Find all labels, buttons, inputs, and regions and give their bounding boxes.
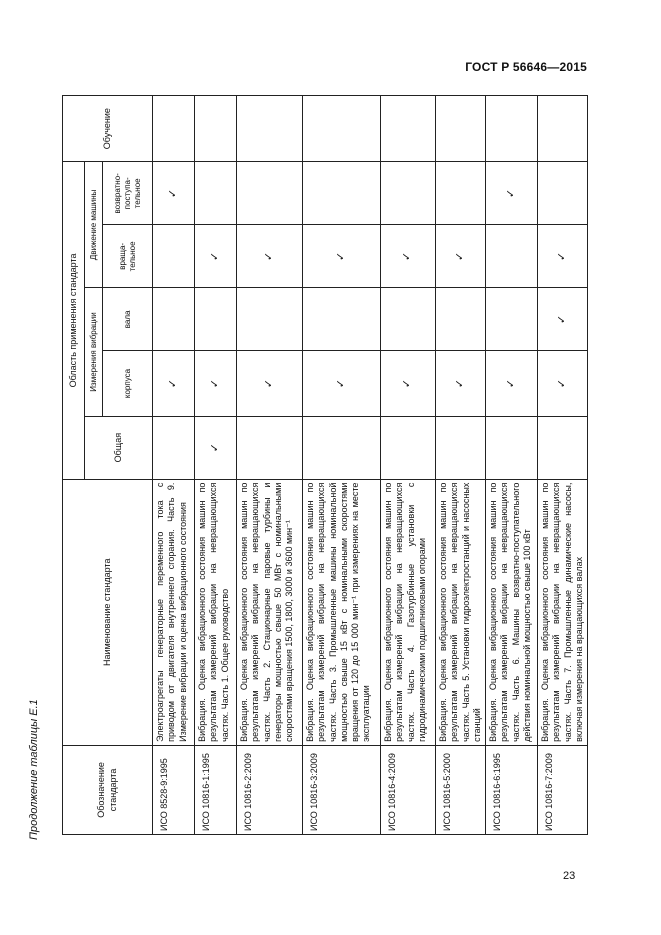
header-training: Обучение <box>63 96 153 162</box>
row-rotating: ✓ <box>237 225 303 288</box>
row-general <box>538 416 588 479</box>
row-training <box>436 96 486 162</box>
row-shaft <box>486 288 538 351</box>
header-motion: Движение машины <box>85 162 103 288</box>
row-shaft <box>153 288 195 351</box>
row-general <box>436 416 486 479</box>
row-code: ИСО 10816-3:2009 <box>303 745 381 834</box>
table-row <box>436 96 486 835</box>
header-housing: корпуса <box>103 351 153 416</box>
row-code: ИСО 10816-7:2009 <box>538 745 588 834</box>
row-rotating: ✓ <box>538 225 588 288</box>
row-housing: ✓ <box>195 351 237 416</box>
row-reciprocating: ✓ <box>486 162 538 225</box>
row-general: ✓ <box>195 416 237 479</box>
page-number: 23 <box>563 870 576 882</box>
row-name: Электроагрегаты генераторные переменного тока с приводом от двигателя внутреннего сгорания. Часть 9. Измерение вибрации и оценка вибрационного состояния <box>153 479 195 745</box>
row-housing: ✓ <box>486 351 538 416</box>
row-general <box>153 416 195 479</box>
row-training <box>195 96 237 162</box>
row-shaft <box>381 288 436 351</box>
table-caption: Продолжение таблицы Е.1 <box>28 699 40 840</box>
row-code: ИСО 8528-9:1995 <box>153 745 195 834</box>
row-training <box>538 96 588 162</box>
row-rotating <box>486 225 538 288</box>
table-row <box>486 96 538 835</box>
row-training <box>153 96 195 162</box>
table-row <box>237 96 303 835</box>
row-name: Вибрация. Оценка вибрационного состояния машин по результатам измерений вибрации на невращающихся частях. Часть 5. Установки гидроэлектростанций и насосных станций <box>436 479 486 745</box>
row-general <box>237 416 303 479</box>
row-shaft <box>436 288 486 351</box>
row-housing: ✓ <box>303 351 381 416</box>
row-name: Вибрация. Оценка вибрационного состояния машин по результатам измерений вибрации на невращающихся частях. Часть 2. Стационарные паровые турбины и генераторы мощностью свыше 50 МВт с номинальными скоростями вращения 1500, 1800, 3000 и 3600 мин⁻¹ <box>237 479 303 745</box>
row-training <box>381 96 436 162</box>
header-name: Наименование стандарта <box>63 479 153 745</box>
rotated-table-container <box>62 95 584 835</box>
row-housing: ✓ <box>436 351 486 416</box>
row-shaft <box>195 288 237 351</box>
header-reciprocating: возвратно-поступа-тельное <box>103 162 153 225</box>
row-housing: ✓ <box>237 351 303 416</box>
row-reciprocating <box>381 162 436 225</box>
row-housing: ✓ <box>153 351 195 416</box>
row-reciprocating <box>538 162 588 225</box>
header-measurement: Измерения вибрации <box>85 288 103 416</box>
row-rotating <box>153 225 195 288</box>
row-name: Вибрация. Оценка вибрационного состояния машин по результатам измерений вибрации на невращающихся частях. Часть 7. Промышленные динамические насосы, включая измерения на вращающихся валах <box>538 479 588 745</box>
row-rotating: ✓ <box>436 225 486 288</box>
row-training <box>486 96 538 162</box>
row-housing: ✓ <box>381 351 436 416</box>
table-row <box>195 96 237 835</box>
row-shaft: ✓ <box>538 288 588 351</box>
row-code: ИСО 10816-6:1995 <box>486 745 538 834</box>
header-code: Обозначение стандарта <box>63 745 153 834</box>
header-rotating: враща-тельное <box>103 225 153 288</box>
row-code: ИСО 10816-4:2009 <box>381 745 436 834</box>
row-reciprocating <box>436 162 486 225</box>
row-name: Вибрация. Оценка вибрационного состояния машин по результатам измерений вибрации на невращающихся частях. Часть 4. Газотурбинные установки с гидродинамическими подшипниковыми опорами <box>381 479 436 745</box>
standards-table <box>62 95 588 835</box>
row-training <box>237 96 303 162</box>
header-scope: Область применения стандарта <box>63 162 85 479</box>
table-row <box>303 96 381 835</box>
row-code: ИСО 10816-1:1995 <box>195 745 237 834</box>
row-reciprocating <box>237 162 303 225</box>
row-training <box>303 96 381 162</box>
row-code: ИСО 10816-5:2000 <box>436 745 486 834</box>
document-code: ГОСТ Р 56646—2015 <box>465 60 587 74</box>
header-shaft: вала <box>103 288 153 351</box>
table-row <box>538 96 588 835</box>
row-rotating: ✓ <box>303 225 381 288</box>
table-row <box>381 96 436 835</box>
row-reciprocating: ✓ <box>153 162 195 225</box>
row-name: Вибрация. Оценка вибрационного состояния машин по результатам измерений вибрации на невращающихся частях. Часть 6. Машины возвратно-поступательного действия номинальной мощностью свыше 100 кВт <box>486 479 538 745</box>
row-name: Вибрация. Оценка вибрационного состояния машин по результатам измерений вибрации на невращающихся частях. Часть 3. Промышленные машины номинальной мощностью свыше 15 кВт с номинальными скоростями вращения от 120 до 15 000 мин⁻¹ при измерениях на месте эксплуатации <box>303 479 381 745</box>
row-code: ИСО 10816-2:2009 <box>237 745 303 834</box>
header-general: Общая <box>85 416 153 479</box>
row-general <box>381 416 436 479</box>
row-general <box>303 416 381 479</box>
row-shaft <box>237 288 303 351</box>
row-reciprocating <box>195 162 237 225</box>
row-rotating: ✓ <box>195 225 237 288</box>
row-rotating: ✓ <box>381 225 436 288</box>
table-row <box>153 96 195 835</box>
row-general <box>486 416 538 479</box>
row-shaft <box>303 288 381 351</box>
row-reciprocating <box>303 162 381 225</box>
row-name: Вибрация. Оценка вибрационного состояния машин по результатам измерений вибрации на невращающихся частях. Часть 1. Общее руководство <box>195 479 237 745</box>
row-housing: ✓ <box>538 351 588 416</box>
